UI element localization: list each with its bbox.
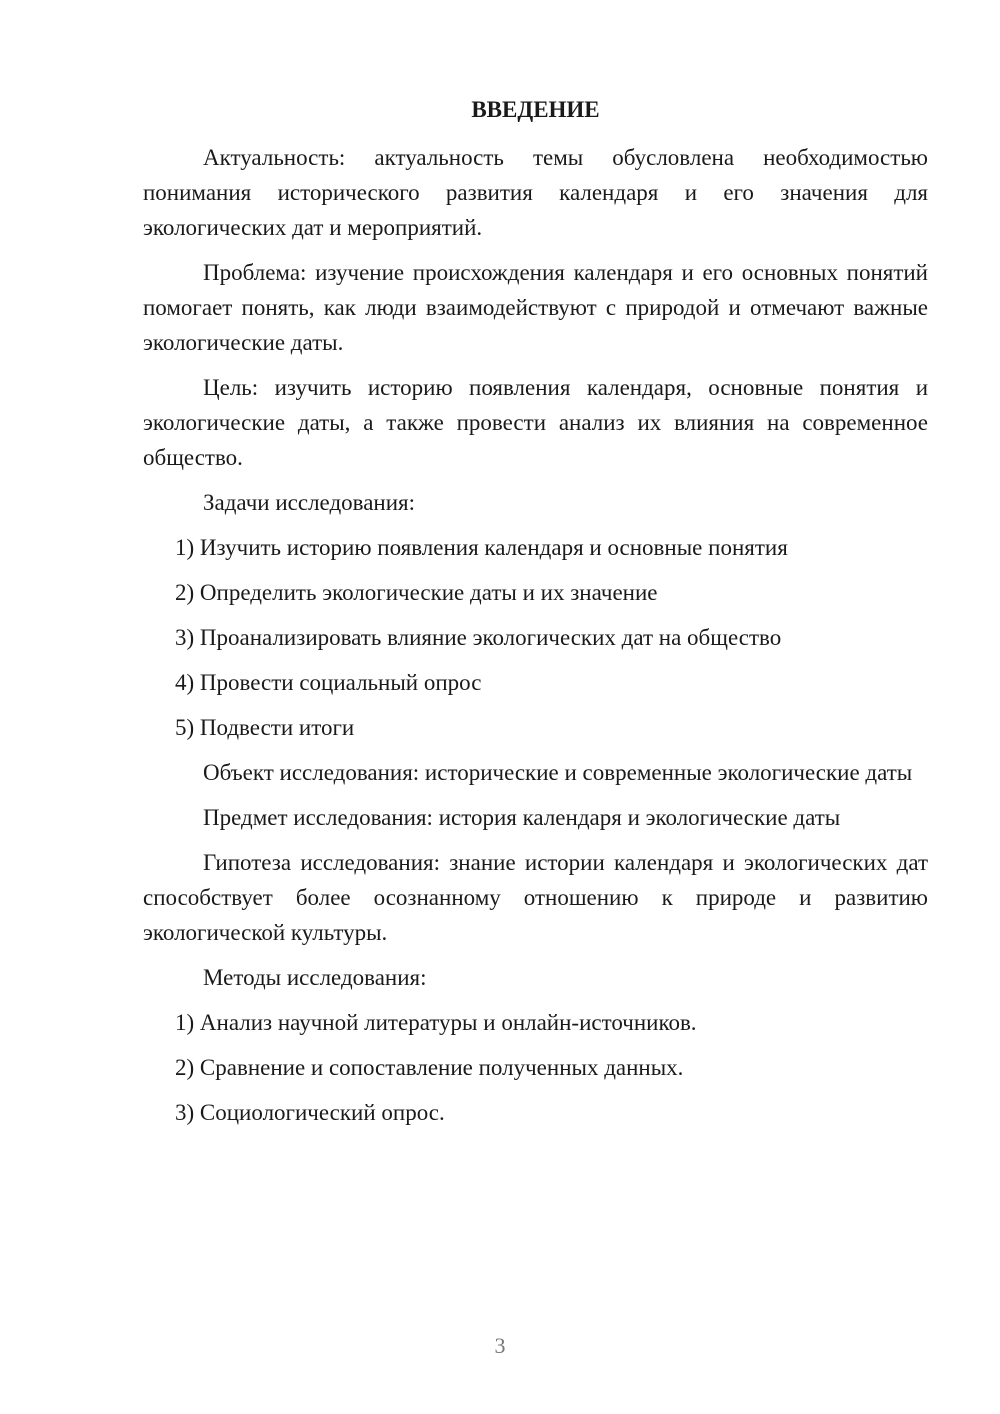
problem-paragraph: Проблема: изучение происхождения календаря и его основных понятий помогает понять, как люди взаимодействуют с природой и отмечают важные экологические даты. (143, 260, 928, 355)
methods-list (143, 1005, 928, 1130)
methods-heading: Методы исследования: (203, 965, 427, 990)
list-item: 2) Определить экологические даты и их значение (175, 580, 658, 605)
list-item: 4) Провести социальный опрос (175, 670, 482, 695)
list-item: 1) Изучить историю появления календаря и основные понятия (175, 535, 788, 560)
list-item: 5) Подвести итоги (175, 715, 355, 740)
hypothesis-paragraph: Гипотеза исследования: знание истории календаря и экологических дат способствует более осознанному отношению к природе и развитию экологической культуры. (143, 850, 928, 945)
document-page (143, 92, 928, 1140)
object-paragraph: Объект исследования: исторические и современные экологические даты (203, 760, 913, 785)
goal-paragraph: Цель: изучить историю появления календаря, основные понятия и экологические даты, а также провести анализ их влияния на современное общество. (143, 375, 928, 470)
subject-paragraph: Предмет исследования: история календаря и экологические даты (203, 805, 841, 830)
relevance-paragraph: Актуальность: актуальность темы обусловлена необходимостью понимания исторического развития календаря и его значения для экологических дат и мероприятий. (143, 145, 928, 240)
tasks-heading: Задачи исследования: (203, 490, 416, 515)
page-number: 3 (494, 1333, 506, 1358)
section-heading: ВВЕДЕНИЕ (471, 97, 600, 122)
list-item: 1) Анализ научной литературы и онлайн-источников. (175, 1010, 697, 1035)
tasks-list (143, 530, 928, 745)
list-item: 3) Проанализировать влияние экологических дат на общество (175, 625, 782, 650)
list-item: 3) Социологический опрос. (175, 1100, 445, 1125)
list-item: 2) Сравнение и сопоставление полученных данных. (175, 1055, 684, 1080)
